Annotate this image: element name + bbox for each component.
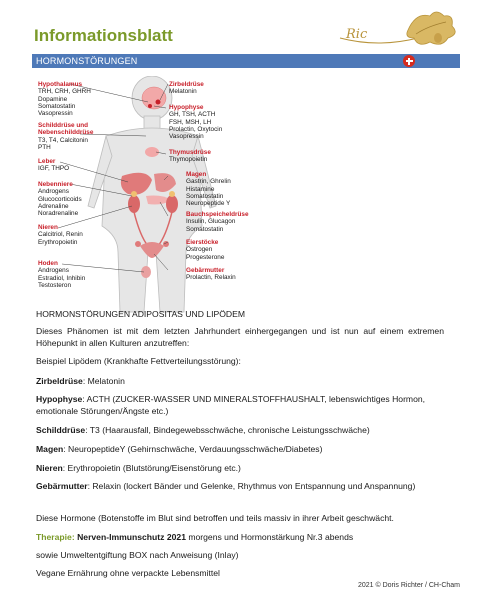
entry-text: : T3 (Haarausfall, Bindegewebsschwäche, chronische Leistungsschwäche): [85, 425, 370, 435]
organ-name: Bauchspeicheldrüse: [186, 211, 249, 218]
hormone-name: Adrenaline: [38, 202, 69, 210]
hormone-name: Estradiol, Inhibin: [38, 274, 86, 282]
organ-label-pancreas: [186, 211, 249, 233]
organ-name: Nebenniere: [38, 181, 73, 188]
example-line: Beispiel Lipödem (Krankhafte Fettverteilungsstörung):: [36, 356, 241, 366]
hormone-name: Prolactin, Relaxin: [186, 274, 236, 282]
hormone-name: Neuropeptide Y: [186, 200, 231, 208]
organ-label-stomach: [186, 171, 231, 207]
therapy-line: [36, 531, 444, 543]
entry-text: : Erythropoietin (Blutstörung/Eisenstörung etc.): [62, 463, 241, 473]
hormone-name: Östrogen: [186, 246, 213, 254]
organ-label-thymus: [169, 149, 211, 164]
hormone-name: Erythropoietin: [38, 238, 78, 246]
entry-magen: [36, 443, 444, 455]
entry-term: Schilddrüse: [36, 425, 86, 435]
intro-paragraph: Dieses Phänomen ist mit dem letzten Jahrhundert einhergegangen und ist nun auf einem extremen Höhepunkt in allen Kulturen anzutreffen:: [36, 326, 444, 348]
organ-name: Hoden: [38, 260, 58, 267]
hormone-name: Thymopoietin: [169, 156, 208, 164]
entry-nieren: [36, 462, 444, 474]
organ-name: Zirbeldrüse: [169, 81, 204, 88]
hormone-name: Dopamine: [38, 95, 68, 103]
entry-zirbeldruese: [36, 375, 444, 387]
hormone-name: GH, TSH, ACTH: [169, 111, 216, 119]
entry-text: : NeuropeptideY (Gehirnschwäche, Verdauungsschwäche/Diabetes): [63, 444, 323, 454]
therapy-label: Therapie:: [36, 532, 75, 542]
hormone-name: Progesterone: [186, 253, 225, 261]
entry-term: Gebärmutter: [36, 481, 88, 491]
hormone-name: Prolactin, Oxytocin: [169, 125, 223, 133]
hormone-name: Somatostatin: [186, 192, 224, 200]
organ-name: Eierstöcke: [186, 239, 219, 246]
organ-name: Hypothalamus: [38, 81, 83, 88]
organ-label-liver: [38, 158, 69, 173]
organ-name: Nieren: [38, 224, 58, 231]
organ-label-ovaries: [186, 239, 224, 261]
therapy-product: Nerven-Immunschutz 2021: [77, 532, 186, 542]
entry-term: Nieren: [36, 463, 63, 473]
entry-text: : ACTH (ZUCKER-WASSER UND MINERALSTOFFHAUSHALT, lebenswichtiges Hormon, emotionale Störungen/Ängste etc.): [36, 394, 426, 416]
hormone-name: FSH, MSH, LH: [169, 118, 212, 126]
entry-term: Magen: [36, 444, 64, 454]
hormone-name: Somatostatin: [186, 225, 224, 233]
endocrine-diagram: [36, 76, 264, 318]
entry-schilddruese: [36, 424, 444, 436]
organ-label-thyroid: [38, 122, 98, 151]
hormone-name: Vasopressin: [169, 133, 204, 141]
hormone-name: Melatonin: [169, 88, 197, 96]
entry-hypophyse: [36, 393, 444, 417]
swiss-flag-icon: [403, 55, 415, 67]
section-heading: HORMONSTÖRUNGEN ADIPOSITAS UND LIPÖDEM: [36, 309, 245, 319]
organ-name: Thymusdrüse: [169, 149, 211, 156]
hormone-name: T3, T4, Calcitonin: [38, 136, 88, 144]
entry-text: : Relaxin (lockert Bänder und Gelenke, Rhythmus von Entspannung und Anspannung): [87, 481, 416, 491]
hormone-name: Glucocorticoids: [38, 195, 82, 203]
organ-label-hypothalamus: [38, 81, 91, 117]
organ-label-pituitary: [169, 104, 222, 140]
hormone-name: Androgens: [38, 188, 69, 196]
hormone-name: Histamine: [186, 185, 215, 193]
hormone-name: Vasopressin: [38, 110, 73, 118]
footer-copyright: 2021 © Doris Richter / CH-Cham: [357, 582, 460, 589]
organ-label-testes: [38, 260, 85, 289]
hormone-name: Testosteron: [38, 281, 72, 289]
section-title: HORMONSTÖRUNGEN: [36, 56, 138, 66]
organ-name: Leber: [38, 158, 56, 165]
therapy-rest: morgens und Hormonstärkung Nr.3 abends: [185, 532, 354, 542]
organ-label-pineal: [169, 81, 204, 96]
hormone-name: IGF, THPO: [38, 165, 70, 173]
logo-script: Ric: [346, 27, 368, 42]
hormone-name: Calcitriol, Renin: [38, 231, 83, 239]
environment-line: sowie Umweltentgiftung BOX nach Anweisung (Inlay): [36, 550, 239, 560]
vegan-line: Vegane Ernährung ohne verpackte Lebensmittel: [36, 568, 220, 578]
organ-label-adrenal: [38, 181, 82, 217]
organ-name: Schilddrüse und Nebenschilddrüse: [38, 122, 94, 137]
hormone-name: Somatostatin: [38, 102, 76, 110]
hormones-note: Diese Hormone (Botenstoffe im Blut sind betroffen und teils massiv in ihrer Arbeit geschwächt.: [36, 513, 394, 523]
hormone-name: Gastrin, Ghrelin: [186, 178, 231, 186]
hormone-name: TRH, CRH, GHRH: [38, 88, 91, 96]
organ-name: Magen: [186, 171, 207, 178]
organ-name: Hypophyse: [169, 104, 204, 111]
hormone-name: Androgens: [38, 267, 69, 275]
hormone-name: Noradrenaline: [38, 210, 79, 218]
page-title: Informationsblatt: [34, 26, 173, 45]
organ-label-uterus: [186, 267, 236, 282]
entry-term: Zirbeldrüse: [36, 376, 83, 386]
entry-text: : Melatonin: [82, 376, 125, 386]
hormone-name: PTH: [38, 143, 51, 151]
hormone-name: Insulin, Glucagon: [186, 218, 236, 226]
entry-gebaermutter: [36, 480, 444, 492]
entry-term: Hypophyse: [36, 394, 83, 404]
organ-name: Gebärmutter: [186, 267, 225, 274]
organ-label-kidneys: [38, 224, 83, 246]
